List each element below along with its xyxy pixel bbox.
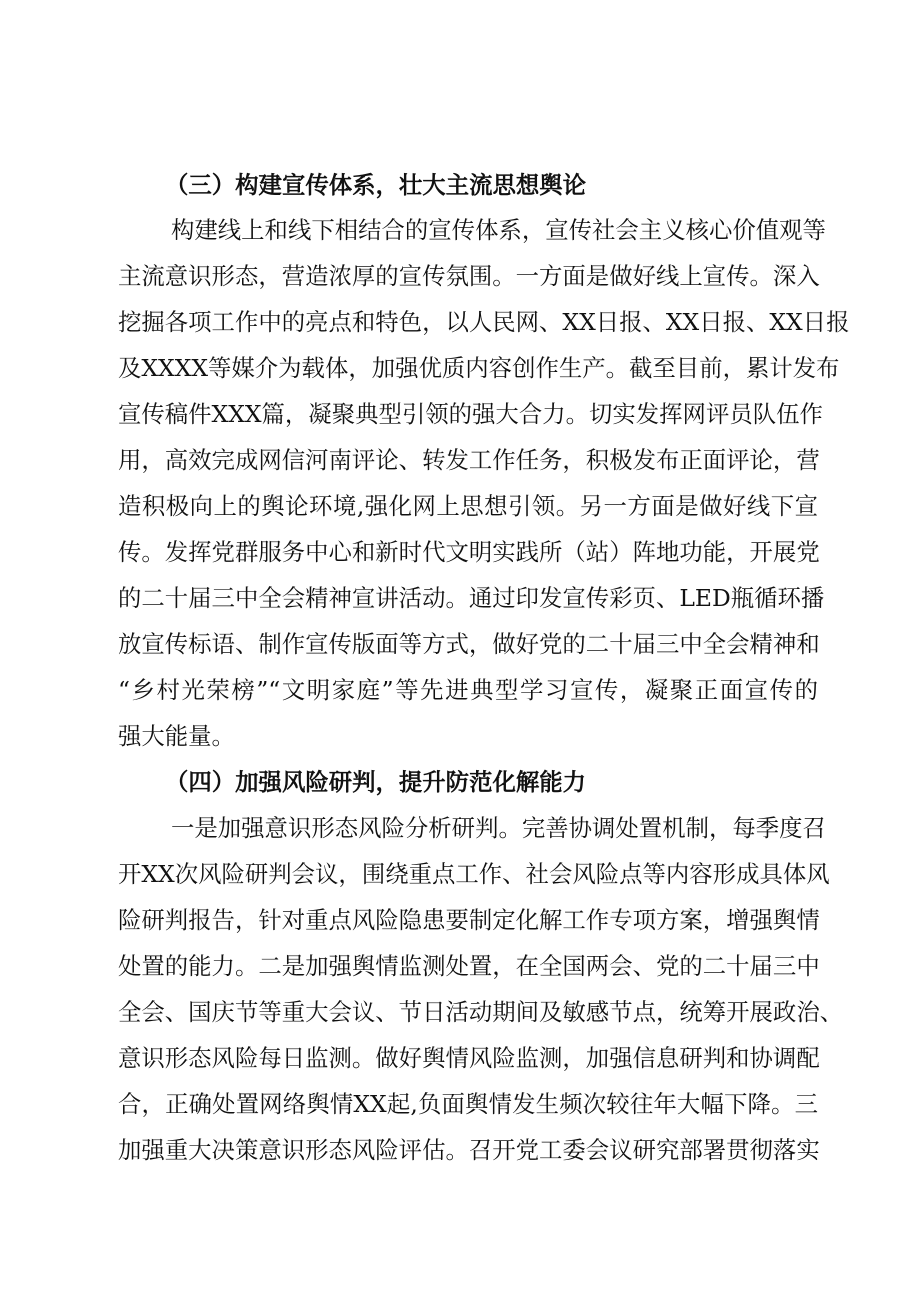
paragraph-line: 主流意识形态，营造浓厚的宣传氛围。一方面是做好线上宣传。深入 — [118, 262, 820, 290]
paragraph-line: 开XX次风险研判会议，围绕重点工作、社会风险点等内容形成具体风 — [118, 860, 830, 888]
paragraph-line: 挖掘各项工作中的亮点和特色，以人民网、XX日报、XX日报、XX日报 — [118, 308, 850, 336]
paragraph-line: 强大能量。 — [118, 722, 235, 750]
paragraph-line: 处置的能力。二是加强舆情监测处置，在全国两会、党的二十届三中 — [118, 952, 820, 980]
paragraph-line: 的二十届三中全会精神宣讲活动。通过印发宣传彩页、LED瓶循环播 — [118, 584, 825, 612]
section-heading-4: （四）加强风险研判，提升防范化解能力 — [165, 768, 587, 796]
paragraph-line: 传。发挥党群服务中心和新时代文明实践所（站）阵地功能，开展党 — [118, 538, 820, 566]
paragraph-line: 一是加强意识形态风险分析研判。完善协调处置机制，每季度召 — [171, 814, 826, 842]
paragraph-line: “乡村光荣榜”“文明家庭”等先进典型学习宣传，凝聚正面宣传的 — [118, 676, 818, 704]
paragraph-line: 全会、国庆节等重大会议、节日活动期间及敏感节点，统筹开展政治、 — [118, 998, 844, 1026]
paragraph-line: 构建线上和线下相结合的宣传体系，宣传社会主义核心价值观等 — [171, 216, 826, 244]
paragraph-line: 用，高效完成网信河南评论、转发工作任务，积极发布正面评论，营 — [118, 446, 820, 474]
paragraph-line: 造积极向上的舆论环境,强化网上思想引领。另一方面是做好线下宣 — [118, 492, 818, 520]
paragraph-line: 加强重大决策意识形态风险评估。召开党工委会议研究部署贯彻落实 — [118, 1136, 820, 1164]
paragraph-line: 险研判报告，针对重点风险隐患要制定化解工作专项方案，增强舆情 — [118, 906, 820, 934]
section-heading-3: （三）构建宣传体系，壮大主流思想舆论 — [165, 171, 587, 199]
paragraph-line: 及XXXX等媒介为载体，加强优质内容创作生产。截至目前，累计发布 — [118, 354, 840, 382]
paragraph-line: 宣传稿件XXX篇，凝聚典型引领的强大合力。切实发挥网评员队伍作 — [118, 400, 823, 428]
paragraph-line: 放宣传标语、制作宣传版面等方式，做好党的二十届三中全会精神和 — [118, 630, 820, 658]
paragraph-line: 合，正确处置网络舆情XX起,负面舆情发生频次较往年大幅下降。三 — [118, 1090, 818, 1118]
paragraph-line: 意识形态风险每日监测。做好舆情风险监测，加强信息研判和协调配 — [118, 1044, 820, 1072]
